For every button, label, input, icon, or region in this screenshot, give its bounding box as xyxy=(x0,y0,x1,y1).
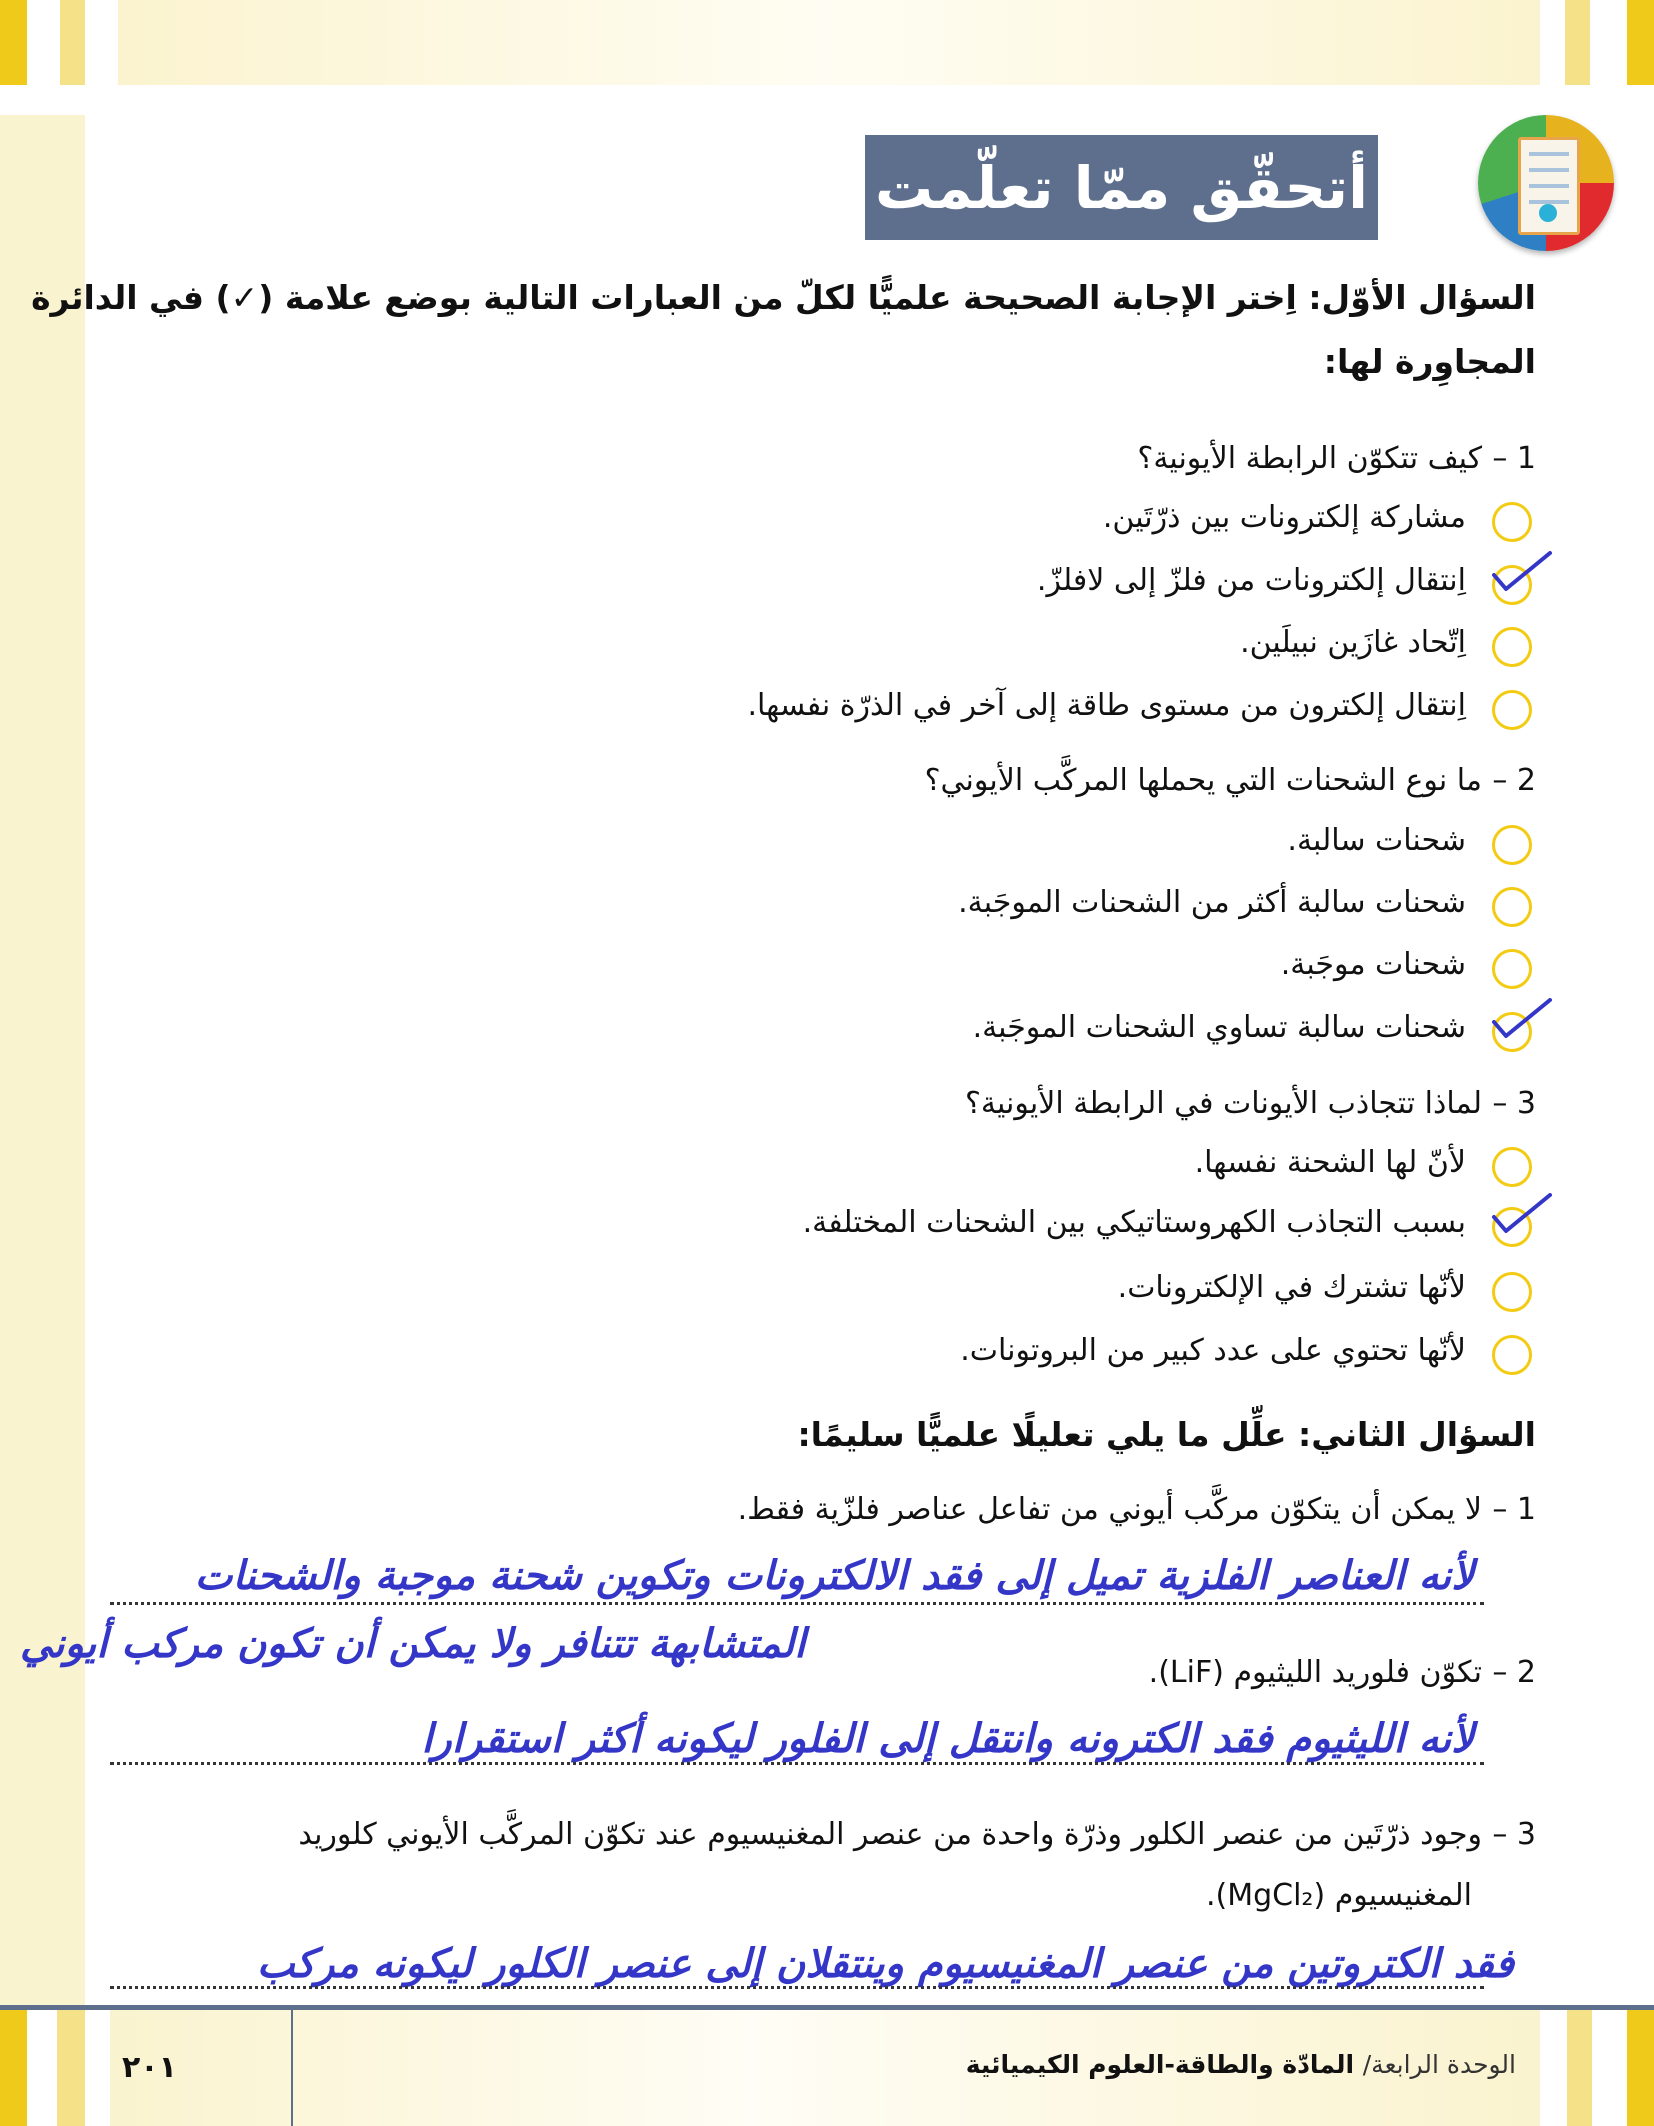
option-radio[interactable] xyxy=(1492,825,1532,865)
handwritten-answer[interactable]: لأنه الليثيوم فقد الكترونه وانتقل إلى الفلور ليكونه أكثر استقرارا xyxy=(421,1715,1474,1762)
stripe xyxy=(1627,0,1654,85)
option-label: مشاركة إلكترونات بين ذرّتَين. xyxy=(1102,500,1466,535)
answer-line xyxy=(110,1762,1484,1765)
handwritten-answer[interactable]: المتشابهة تتنافر ولا يمكن أن تكون مركب أيوني xyxy=(20,1620,806,1667)
option-radio[interactable] xyxy=(1492,1272,1532,1312)
option-radio[interactable] xyxy=(1492,627,1532,667)
option-radio[interactable] xyxy=(1492,502,1532,542)
footer-unit: الوحدة الرابعة/ xyxy=(1362,2050,1516,2079)
option-label: لأنّها تحتوي على عدد كبير من البروتونات. xyxy=(960,1333,1466,1368)
question-text: كيف تتكوّن الرابطة الأيونية؟ xyxy=(1137,441,1482,476)
option-radio[interactable] xyxy=(1492,949,1532,989)
question-number: 1 – xyxy=(1492,441,1536,476)
handwritten-answer[interactable]: لأنه العناصر الفلزية تميل إلى فقد الالكترونات وتكوين شحنة موجبة والشحنات xyxy=(194,1552,1474,1599)
q2-item-number: 3 – xyxy=(1492,1817,1536,1852)
top-band xyxy=(118,0,1540,85)
question-number: 2 – xyxy=(1492,763,1536,798)
option-radio[interactable] xyxy=(1492,887,1532,927)
stripe xyxy=(1565,0,1590,85)
q2-item-text: وجود ذرّتَين من عنصر الكلور وذرّة واحدة من عنصر المغنيسيوم عند تكوّن المركَّب الأيوني كلوريد xyxy=(298,1817,1482,1852)
option-label: شحنات سالبة أكثر من الشحنات الموجَبة. xyxy=(958,885,1466,920)
footer-separator xyxy=(291,2010,293,2126)
question-1-header-cont: المجاوِرة لها: xyxy=(1323,342,1536,381)
option-radio[interactable] xyxy=(1492,1147,1532,1187)
option-radio[interactable] xyxy=(1492,1335,1532,1375)
q2-item-text-cont: المغنيسيوم (MgCl₂). xyxy=(1205,1878,1472,1913)
q2-item-number: 2 – xyxy=(1492,1655,1536,1690)
stripe xyxy=(57,2010,85,2126)
sidebar-band xyxy=(0,115,85,2005)
question-text: ما نوع الشحنات التي يحملها المركَّب الأيوني؟ xyxy=(924,763,1482,798)
question-text: لماذا تتجاذب الأيونات في الرابطة الأيونية؟ xyxy=(965,1086,1482,1121)
checkmark-icon xyxy=(1490,1191,1554,1239)
stripe xyxy=(1567,2010,1592,2126)
stripe xyxy=(60,0,85,85)
checkmark-icon xyxy=(1490,996,1554,1044)
option-label: اِنتقال إلكترونات من فلزّ إلى لافلزّ. xyxy=(1036,563,1466,598)
option-label: شحنات موجَبة. xyxy=(1280,947,1466,982)
page-number: ٢٠١ xyxy=(122,2050,177,2085)
handwritten-answer[interactable]: فقد الكتروتين من عنصر المغنيسيوم وينتقلان إلى عنصر الكلور ليكونه مركب xyxy=(256,1940,1514,1987)
question-number: 3 – xyxy=(1492,1086,1536,1121)
option-label: بسبب التجاذب الكهروستاتيكي بين الشحنات المختلفة. xyxy=(802,1205,1466,1240)
question-2-header: السؤال الثاني: علِّل ما يلي تعليلًا علميًّا سليمًا: xyxy=(797,1415,1536,1454)
page-title: أتحقّق ممّا تعلّمت xyxy=(865,135,1378,240)
option-label: شحنات سالبة تساوي الشحنات الموجَبة. xyxy=(972,1010,1466,1045)
answer-line xyxy=(110,1602,1484,1605)
option-radio[interactable] xyxy=(1492,690,1532,730)
option-label: شحنات سالبة. xyxy=(1287,823,1466,858)
footer-breadcrumb xyxy=(966,2050,1516,2079)
option-label: اِتّحاد غازَين نبيلَين. xyxy=(1240,625,1466,660)
q2-item-text: لا يمكن أن يتكوّن مركَّب أيوني من تفاعل عناصر فلزّية فقط. xyxy=(737,1492,1482,1527)
checkmark-icon xyxy=(1490,549,1554,597)
option-label: اِنتقال إلكترون من مستوى طاقة إلى آخر في الذرّة نفسها. xyxy=(747,688,1466,723)
stripe xyxy=(1627,2010,1654,2126)
q2-item-number: 1 – xyxy=(1492,1492,1536,1527)
answer-line xyxy=(110,1986,1484,1989)
option-label: لأنّ لها الشحنة نفسها. xyxy=(1194,1145,1466,1180)
q2-item-text: تكوّن فلوريد الليثيوم (LiF). xyxy=(1148,1655,1482,1690)
question-1-header: السؤال الأوّل: اِختر الإجابة الصحيحة علميًّا لكلّ من العبارات التالية بوضع علامة (✓) في الدائرة xyxy=(31,278,1536,317)
option-label: لأنّها تشترك في الإلكترونات. xyxy=(1117,1270,1466,1305)
stripe xyxy=(0,2010,27,2126)
stripe xyxy=(0,0,27,85)
footer-subject: المادّة والطاقة-العلوم الكيميائية xyxy=(965,2050,1363,2079)
clipboard-checklist-icon xyxy=(1478,115,1614,251)
